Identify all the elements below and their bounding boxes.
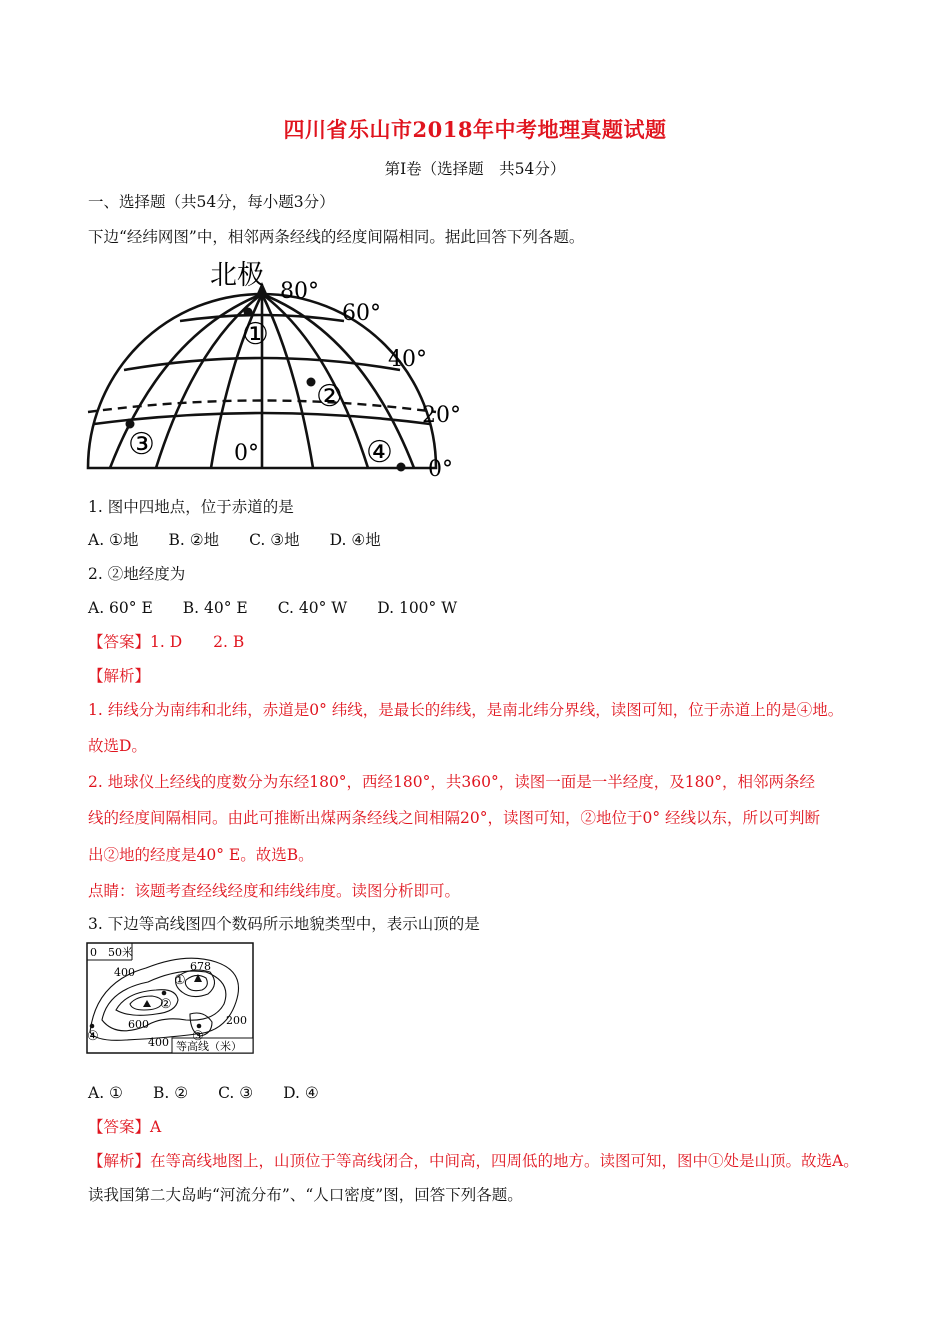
question-3: 3. 下边等高线图四个数码所示地貌类型中，表示山顶的是: [88, 915, 480, 933]
contour-scale-label: 0 50米: [90, 946, 133, 959]
q2-option-a: A. 60° E: [88, 599, 153, 617]
north-pole-label: 北极: [210, 260, 264, 291]
question-1-options: [88, 529, 411, 551]
q1-option-c: C. ③地: [249, 531, 300, 549]
point-2-label: ②: [316, 379, 343, 414]
contour-point-3: ③: [192, 1029, 204, 1044]
q3-option-d: D. ④: [283, 1084, 319, 1102]
intro-text: 下边“经纬网图”中，相邻两条经线的经度间隔相同。据此回答下列各题。: [88, 228, 585, 246]
q1-option-a: A. ①地: [88, 531, 139, 549]
explanation-3: [88, 1150, 859, 1172]
question-3-options: [88, 1082, 349, 1104]
explanation-1-line-1: 1. 纬线分为南纬和北纬，赤道是0° 纬线，是最长的纬线，是南北纬分界线，读图可知，位于赤道上的是④地。: [88, 701, 844, 719]
explanation-2-line-2: 线的经度间隔相同。由此可推断出煤两条经线之间相隔20°，读图可知，②地位于0° 经线以东，所以可判断: [88, 809, 821, 827]
point-4-label: ④: [366, 435, 393, 470]
explanation-2-line-1: 2. 地球仪上经线的度数分为东经180°，西经180°，共360°，读图一面是一半经度，及180°，相邻两条经: [88, 773, 816, 791]
point-3-label: ③: [128, 427, 155, 462]
q3-option-c: C. ③: [218, 1084, 254, 1102]
point-2-marker: [307, 378, 316, 387]
explanation-2-line-3: 出②地的经度是40° E。故选B。: [88, 846, 314, 864]
answer-1-2: 【答案】1. D 2. B: [88, 633, 245, 651]
question-1: 1. 图中四地点，位于赤道的是: [88, 498, 294, 516]
lat-80-label: 80°: [280, 279, 319, 304]
lat-60-label: 60°: [342, 301, 381, 326]
q2-option-d: D. 100° W: [377, 599, 458, 617]
contour-point-4: ④: [87, 1029, 99, 1044]
contour-600-label: 600: [128, 1018, 149, 1031]
q2-option-c: C. 40° W: [277, 599, 348, 617]
tip-note: 点睛：该题考查经线经度和纬线纬度。读图分析即可。: [88, 882, 461, 900]
contour-point-1: ①: [174, 973, 186, 988]
contour-400-lower: 400: [148, 1036, 169, 1049]
section-subtitle: 第Ⅰ卷（选择题 共54分）: [384, 160, 566, 178]
q3-option-a: A. ①: [88, 1084, 123, 1102]
intro-text-2: 读我国第二大岛屿“河流分布”、“人口密度”图，回答下列各题。: [88, 1186, 523, 1204]
question-2-options: [88, 597, 487, 619]
explanation-1-line-2: 故选D。: [88, 737, 147, 755]
q1-option-d: D. ④地: [329, 531, 381, 549]
lat-20-label: 20°: [422, 403, 461, 428]
q2-option-b: B. 40° E: [182, 599, 248, 617]
question-2: 2. ②地经度为: [88, 565, 186, 583]
page-title: 四川省乐山市2018年中考地理真题试题: [283, 117, 667, 142]
q1-option-b: B. ②地: [168, 531, 220, 549]
lon-0-label: 0°: [234, 441, 259, 466]
lat-0-label: 0°: [428, 457, 453, 480]
graticule-figure: [82, 254, 472, 480]
section-heading: 一、选择题（共54分，每小题3分）: [88, 193, 335, 211]
analysis-label: 【解析】: [88, 667, 151, 685]
q3-option-b: B. ②: [152, 1084, 189, 1102]
contour-legend-label: 等高线（米）: [176, 1040, 242, 1053]
contour-200-label: 200: [226, 1014, 247, 1027]
point-1-label: ①: [242, 317, 269, 352]
point-4-marker: [397, 463, 406, 472]
answer-3: 【答案】A: [88, 1118, 162, 1136]
explanation-3-label: 【解析】: [88, 1152, 151, 1170]
explanation-3-text: 在等高线地图上，山顶位于等高线闭合，中间高，四周低的地方。读图可知，图中①处是山顶。故选A。: [150, 1152, 859, 1170]
contour-map-figure: [86, 942, 254, 1054]
lat-40-label: 40°: [388, 347, 427, 372]
contour-400-upper: 400: [114, 966, 135, 979]
point-1-marker: [244, 308, 253, 317]
contour-678-label: 678: [190, 960, 211, 973]
contour-point-2: ②: [160, 997, 172, 1012]
